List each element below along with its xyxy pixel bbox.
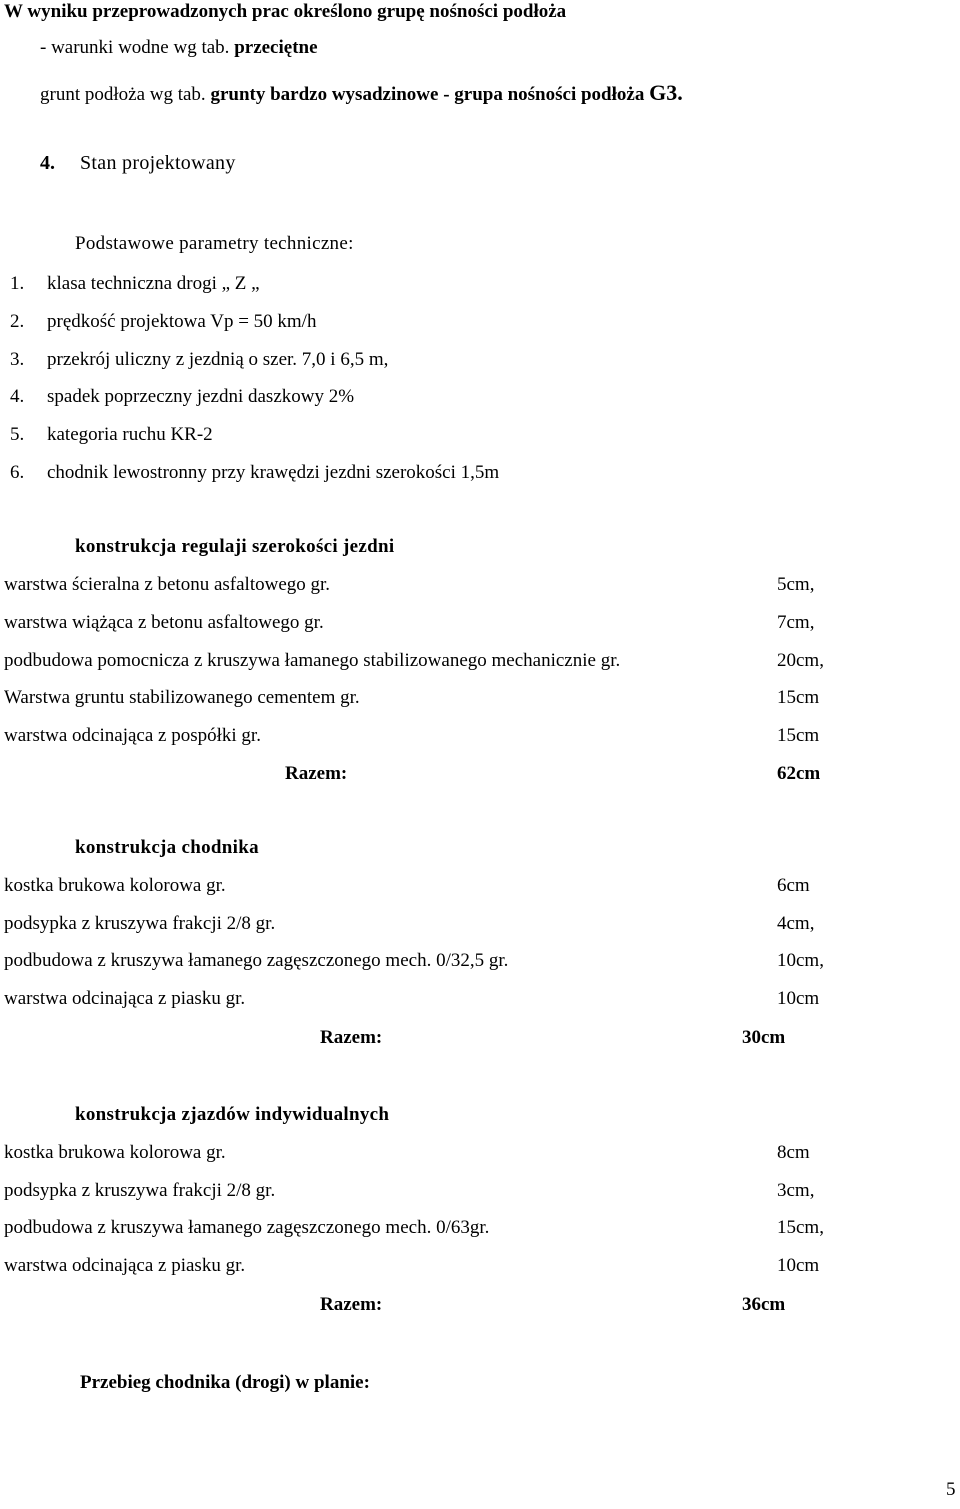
intro-line-3 (40, 81, 683, 107)
layer-thickness: 15cm, (777, 1217, 824, 1238)
param-text: przekrój uliczny z jezdnią o szer. 7,0 i 6,5 m, (47, 349, 389, 370)
layer-name: warstwa ścieralna z betonu asfaltowego gr. (4, 574, 331, 595)
layer-thickness: 8cm (777, 1142, 810, 1163)
sidewalk-heading: konstrukcja chodnika (75, 837, 259, 858)
layer-thickness: 15cm (777, 725, 820, 746)
param-number: 4. (10, 386, 25, 407)
param-item (10, 310, 24, 334)
layer-thickness: 7cm, (777, 612, 815, 633)
param-item (10, 348, 24, 372)
intro-line-2 (40, 36, 318, 60)
intro-line-2-value: przeciętne (234, 37, 318, 58)
params-heading: Podstawowe parametry techniczne: (75, 233, 354, 254)
param-number: 1. (10, 273, 25, 294)
layer-thickness: 10cm (777, 1255, 820, 1276)
layer-name: podbudowa z kruszywa łamanego zagęszczonego mech. 0/32,5 gr. (4, 950, 509, 971)
layer-thickness: 4cm, (777, 913, 815, 934)
road-heading: konstrukcja regulaji szerokości jezdni (75, 536, 395, 557)
layer-name: kostka brukowa kolorowa gr. (4, 1142, 226, 1163)
section-title: Stan projektowany (80, 152, 236, 174)
intro-line-3-prefix: grunt podłoża wg tab. (40, 84, 211, 105)
section-number: 4. (40, 152, 55, 174)
layer-thickness: 10cm (777, 988, 820, 1009)
layer-name: podbudowa z kruszywa łamanego zagęszczonego mech. 0/63gr. (4, 1217, 490, 1238)
total-value: 62cm (777, 763, 821, 784)
total-label: Razem: (320, 1027, 383, 1048)
param-item (10, 272, 24, 296)
driveways-heading: konstrukcja zjazdów indywidualnych (75, 1104, 390, 1125)
param-item (10, 423, 24, 447)
param-number: 2. (10, 311, 25, 332)
total-label: Razem: (285, 763, 348, 784)
layer-name: warstwa odcinająca z piasku gr. (4, 988, 246, 1009)
layer-name: podsypka z kruszywa frakcji 2/8 gr. (4, 1180, 276, 1201)
total-label: Razem: (320, 1294, 383, 1315)
page-number: 5 (946, 1479, 956, 1500)
intro-line-2-prefix: - warunki wodne wg tab. (40, 37, 235, 58)
intro-line-1: W wyniku przeprowadzonych prac określono grupę nośności podłoża (4, 1, 567, 22)
param-text: klasa techniczna drogi „ Z „ (47, 273, 260, 294)
param-number: 6. (10, 462, 25, 483)
layer-name: warstwa odcinająca z piasku gr. (4, 1255, 246, 1276)
layer-thickness: 20cm, (777, 650, 824, 671)
param-item (10, 385, 24, 409)
layer-thickness: 5cm, (777, 574, 815, 595)
param-number: 3. (10, 349, 25, 370)
layer-name: Warstwa gruntu stabilizowanego cementem gr. (4, 687, 360, 708)
plan-heading: Przebieg chodnika (drogi) w planie: (80, 1372, 370, 1393)
layer-thickness: 3cm, (777, 1180, 815, 1201)
param-text: spadek poprzeczny jezdni daszkowy 2% (47, 386, 355, 407)
param-text: prędkość projektowa Vp = 50 km/h (47, 311, 317, 332)
layer-thickness: 10cm, (777, 950, 824, 971)
layer-name: warstwa odcinająca z pospółki gr. (4, 725, 261, 746)
param-number: 5. (10, 424, 25, 445)
layer-name: warstwa wiążąca z betonu asfaltowego gr. (4, 612, 324, 633)
layer-thickness: 6cm (777, 875, 810, 896)
layer-thickness: 15cm (777, 687, 820, 708)
total-value: 36cm (742, 1294, 786, 1315)
layer-name: podbudowa pomocnicza z kruszywa łamanego stabilizowanego mechanicznie gr. (4, 650, 621, 671)
layer-name: kostka brukowa kolorowa gr. (4, 875, 226, 896)
param-text: chodnik lewostronny przy krawędzi jezdni szerokości 1,5m (47, 462, 500, 483)
total-value: 30cm (742, 1027, 786, 1048)
intro-line-3-group: G3. (649, 80, 683, 105)
param-text: kategoria ruchu KR-2 (47, 424, 213, 445)
layer-name: podsypka z kruszywa frakcji 2/8 gr. (4, 913, 276, 934)
intro-line-3-value: grunty bardzo wysadzinowe - grupa nośności podłoża (210, 84, 650, 105)
param-item (10, 461, 24, 485)
